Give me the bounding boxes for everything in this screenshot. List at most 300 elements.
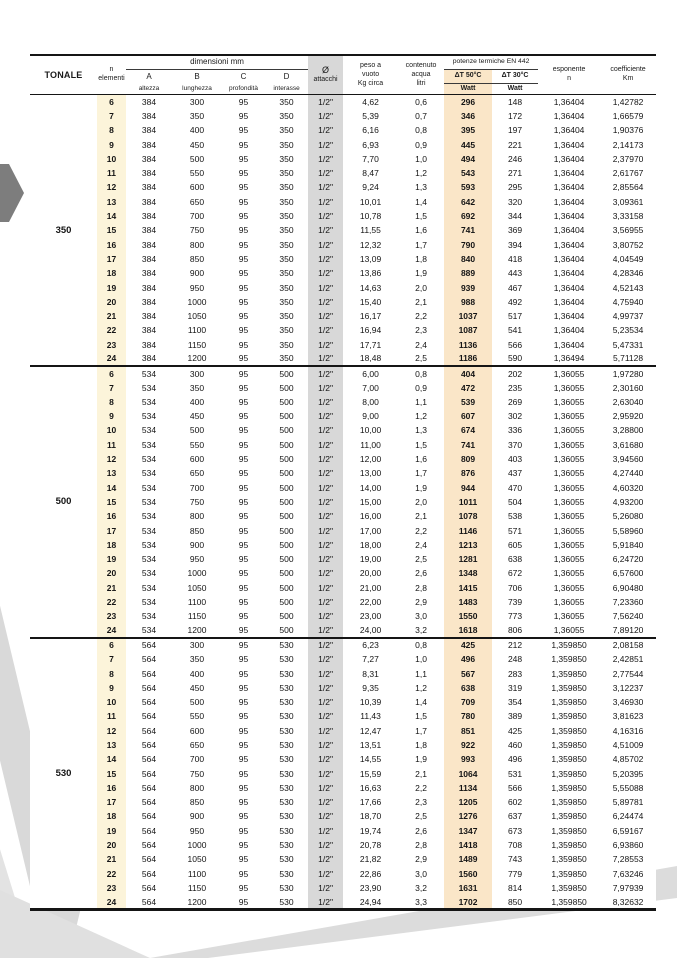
header-contenuto-line1: contenuto: [405, 62, 437, 69]
cell-contenuto-acqua: 2,9: [415, 597, 427, 608]
cell-attacchi: 1/2": [308, 509, 343, 523]
table-row: [30, 266, 656, 280]
table-row: [30, 624, 656, 638]
cell-attacchi: 1/2": [308, 524, 343, 538]
cell-watt-dt30: 320: [507, 196, 523, 207]
cell-coefficiente-km: 5,58960: [612, 525, 644, 536]
cell-profondita: 95: [238, 382, 249, 393]
cell-n-elementi: 9: [97, 138, 126, 152]
cell-coefficiente-km: 2,85564: [612, 182, 644, 193]
cell-n-elementi: 18: [97, 810, 126, 824]
cell-watt-dt50: 1631: [444, 881, 492, 895]
cell-watt-dt30: 336: [507, 425, 523, 436]
cell-interasse: 500: [279, 597, 294, 608]
cell-interasse: 530: [279, 882, 294, 893]
cell-esponente: 1,36055: [553, 396, 585, 407]
cell-contenuto-acqua: 0,8: [415, 125, 427, 136]
cell-peso-vuoto: 17,71: [359, 339, 382, 350]
header-n-line2: elementi: [98, 75, 125, 83]
cell-altezza: 564: [141, 697, 157, 708]
cell-contenuto-acqua: 0,6: [415, 96, 427, 107]
cell-interasse: 500: [279, 411, 294, 422]
cell-watt-dt30: 806: [507, 625, 523, 636]
cell-lunghezza: 600: [189, 182, 205, 193]
cell-n-elementi: 13: [97, 738, 126, 752]
cell-profondita: 95: [238, 125, 249, 136]
cell-attacchi: 1/2": [308, 138, 343, 152]
cell-profondita: 95: [222, 638, 265, 652]
table-row: [30, 752, 656, 766]
cell-coefficiente-km: 5,47331: [612, 339, 644, 350]
cell-n-elementi: 6: [97, 366, 126, 380]
table-row: [30, 395, 656, 409]
cell-esponente: 1,36055: [553, 525, 585, 536]
cell-altezza: 564: [141, 868, 157, 879]
cell-coefficiente-km: 5,20395: [612, 768, 644, 779]
cell-altezza: 564: [141, 725, 157, 736]
cell-contenuto-acqua: 1,4: [415, 196, 427, 207]
cell-watt-dt50: 642: [444, 195, 492, 209]
cell-esponente: 1,36055: [553, 539, 585, 550]
cell-profondita: 95: [238, 511, 249, 522]
cell-peso-vuoto: 13,86: [359, 268, 382, 279]
cell-interasse: 350: [279, 196, 294, 207]
cell-altezza: 564: [141, 840, 157, 851]
cell-coefficiente-km: 2,42851: [612, 654, 644, 665]
cell-peso-vuoto: 20,78: [359, 840, 382, 851]
cell-altezza: 564: [141, 825, 157, 836]
cell-coefficiente-km: 7,28553: [612, 854, 644, 865]
cell-profondita: 95: [238, 325, 249, 336]
cell-interasse: 350: [279, 296, 294, 307]
table-row: [30, 138, 656, 152]
cell-esponente: 1,36055: [553, 625, 585, 636]
cell-n-elementi: 17: [97, 795, 126, 809]
cell-contenuto-acqua: 2,0: [415, 496, 427, 507]
cell-n-elementi: 6: [97, 95, 126, 109]
cell-interasse: 350: [279, 125, 294, 136]
cell-peso-vuoto: 16,94: [359, 325, 382, 336]
cell-altezza: 534: [141, 625, 157, 636]
cell-interasse: 350: [279, 168, 294, 179]
cell-peso-vuoto: 14,63: [359, 282, 382, 293]
cell-coefficiente-km: 4,27440: [612, 468, 644, 479]
cell-contenuto-acqua: 3,3: [415, 896, 427, 907]
cell-coefficiente-km: 5,55088: [612, 782, 644, 793]
cell-n-elementi: 20: [97, 567, 126, 581]
cell-contenuto-acqua: 1,2: [415, 411, 427, 422]
cell-coefficiente-km: 3,33158: [612, 211, 644, 222]
cell-peso-vuoto: 20,00: [359, 568, 382, 579]
cell-esponente: 1,359850: [551, 868, 587, 879]
cell-lunghezza: 600: [189, 725, 205, 736]
cell-altezza: 534: [141, 439, 157, 450]
cell-watt-dt50: 494: [444, 152, 492, 166]
cell-profondita: 95: [238, 625, 249, 636]
section-530: [30, 638, 656, 910]
cell-profondita: 95: [238, 740, 249, 750]
cell-altezza: 564: [141, 682, 157, 693]
header-profondita: profondità: [222, 83, 265, 95]
cell-n-elementi: 17: [97, 524, 126, 538]
cell-lunghezza: 750: [189, 768, 205, 779]
cell-watt-dt30: 538: [507, 511, 523, 522]
cell-watt-dt30: 302: [507, 411, 523, 422]
header-tonale: TONALE: [44, 69, 83, 80]
cell-attacchi: 1/2": [308, 452, 343, 466]
cell-profondita: 95: [238, 396, 249, 407]
cell-esponente: 1,36055: [553, 454, 585, 465]
cell-coefficiente-km: 8,32632: [612, 896, 644, 907]
cell-contenuto-acqua: 2,2: [415, 525, 427, 536]
cell-contenuto-acqua: 3,2: [415, 625, 427, 636]
header-contenuto-line2: acqua: [411, 70, 431, 78]
cell-n-elementi: 23: [97, 609, 126, 623]
cell-attacchi: 1/2": [308, 195, 343, 209]
cell-lunghezza: 450: [189, 682, 205, 693]
cell-esponente: 1,36404: [553, 325, 585, 336]
cell-coefficiente-km: 3,56955: [612, 225, 644, 236]
cell-lunghezza: 1150: [187, 611, 207, 622]
cell-peso-vuoto: 17,66: [359, 797, 382, 808]
cell-coefficiente-km: 2,61767: [612, 168, 644, 179]
cell-n-elementi: 21: [97, 309, 126, 323]
header-dimensioni: dimensioni mm: [126, 55, 308, 70]
cell-peso-vuoto: 7,27: [362, 654, 379, 665]
cell-watt-dt50: 496: [444, 652, 492, 666]
cell-peso-vuoto: 6,00: [343, 366, 398, 380]
cell-watt-dt30: 517: [507, 311, 523, 322]
cell-profondita: 95: [238, 782, 249, 793]
cell-altezza: 564: [141, 797, 157, 808]
cell-watt-dt30: 269: [507, 396, 523, 407]
cell-n-elementi: 11: [97, 710, 126, 724]
tonale-value: 530: [30, 638, 97, 910]
cell-watt-dt30: 504: [507, 496, 523, 507]
cell-profondita: 95: [238, 682, 249, 693]
cell-altezza: 384: [141, 253, 157, 264]
cell-profondita: 95: [238, 311, 249, 322]
cell-lunghezza: 1200: [187, 625, 207, 636]
cell-altezza: 384: [141, 225, 157, 236]
table-row: [30, 595, 656, 609]
cell-lunghezza: 1150: [187, 882, 207, 893]
cell-attacchi: 1/2": [308, 95, 343, 109]
cell-watt-dt50: 296: [444, 95, 492, 109]
cell-altezza: 534: [141, 382, 157, 393]
cell-n-elementi: 16: [97, 509, 126, 523]
cell-watt-dt30: 571: [507, 525, 523, 536]
table-row: [30, 195, 656, 209]
table-row: [30, 524, 656, 538]
cell-interasse: 500: [279, 539, 294, 550]
cell-watt-dt30: 850: [507, 896, 523, 907]
cell-esponente: 1,359850: [551, 740, 587, 750]
cell-contenuto-acqua: 2,9: [415, 854, 427, 865]
table-row: [30, 538, 656, 552]
radiator-spec-table: [30, 54, 656, 911]
cell-lunghezza: 950: [189, 554, 205, 565]
table-row: [30, 352, 656, 366]
header-dt30: ΔT 30°C: [492, 70, 538, 84]
cell-coefficiente-km: 4,93200: [612, 496, 644, 507]
cell-interasse: 350: [279, 325, 294, 336]
cell-interasse: 530: [279, 682, 294, 693]
cell-n-elementi: 8: [97, 123, 126, 137]
cell-contenuto-acqua: 1,6: [415, 225, 427, 236]
cell-contenuto-acqua: 2,0: [415, 282, 427, 293]
cell-esponente: 1,36404: [553, 125, 585, 136]
cell-attacchi: 1/2": [308, 867, 343, 881]
cell-contenuto-acqua: 2,5: [415, 353, 427, 364]
header-peso: [343, 55, 398, 95]
cell-attacchi: 1/2": [308, 738, 343, 752]
cell-attacchi: 1/2": [308, 181, 343, 195]
cell-coefficiente-km: 4,16316: [612, 725, 644, 736]
cell-altezza: 534: [141, 582, 157, 593]
cell-coefficiente-km: 2,95920: [612, 411, 644, 422]
cell-contenuto-acqua: 2,4: [415, 339, 427, 350]
table-row: [30, 281, 656, 295]
cell-attacchi: 1/2": [308, 810, 343, 824]
cell-peso-vuoto: 9,35: [362, 682, 379, 693]
table-row: [30, 552, 656, 566]
cell-n-elementi: 10: [97, 695, 126, 709]
cell-watt-dt50: 851: [444, 724, 492, 738]
cell-n-elementi: 24: [97, 624, 126, 638]
cell-profondita: 95: [238, 882, 249, 893]
cell-watt-dt30: 283: [507, 668, 523, 679]
cell-watt-dt50: 993: [444, 752, 492, 766]
cell-n-elementi: 14: [97, 481, 126, 495]
header-col-a: A: [146, 72, 152, 81]
table-row: [30, 223, 656, 237]
cell-attacchi: 1/2": [308, 667, 343, 681]
cell-peso-vuoto: 9,24: [362, 182, 379, 193]
header-col-d: D: [283, 72, 290, 81]
cell-lunghezza: 750: [189, 496, 205, 507]
cell-lunghezza: 400: [189, 668, 205, 679]
table-row: [30, 667, 656, 681]
cell-watt-dt50: 404: [444, 366, 492, 380]
cell-n-elementi: 12: [97, 724, 126, 738]
cell-contenuto-acqua: 1,5: [415, 439, 427, 450]
table-row: [30, 181, 656, 195]
cell-contenuto-acqua: 2,1: [415, 511, 427, 522]
cell-attacchi: 1/2": [308, 409, 343, 423]
cell-esponente: 1,36055: [553, 582, 585, 593]
cell-profondita: 95: [238, 668, 249, 679]
cell-profondita: 95: [238, 582, 249, 593]
cell-interasse: 500: [279, 554, 294, 565]
cell-watt-dt30: 773: [507, 611, 523, 622]
header-col-c: C: [240, 72, 247, 81]
cell-coefficiente-km: 6,59167: [612, 825, 644, 836]
cell-lunghezza: 350: [189, 382, 205, 393]
cell-attacchi: 1/2": [308, 295, 343, 309]
cell-attacchi: 1/2": [308, 581, 343, 595]
cell-profondita: 95: [238, 554, 249, 565]
cell-profondita: 95: [238, 525, 249, 536]
cell-n-elementi: 8: [97, 667, 126, 681]
table-row: [30, 481, 656, 495]
cell-profondita: 95: [238, 196, 249, 207]
cell-contenuto-acqua: 2,1: [415, 768, 427, 779]
cell-watt-dt50: 445: [444, 138, 492, 152]
cell-attacchi: 1/2": [308, 724, 343, 738]
cell-coefficiente-km: 4,28346: [612, 268, 644, 279]
cell-peso-vuoto: 12,47: [359, 725, 382, 736]
header-watt-dt30: Watt: [492, 83, 538, 95]
cell-esponente: 1,359850: [551, 854, 587, 865]
cell-peso-vuoto: 10,01: [359, 196, 382, 207]
cell-profondita: 95: [238, 840, 249, 851]
cell-altezza: 534: [141, 411, 157, 422]
cell-profondita: 95: [238, 725, 249, 736]
cell-altezza: 564: [141, 811, 157, 822]
cell-esponente: 1,359850: [551, 697, 587, 708]
cell-altezza: 564: [141, 654, 157, 665]
header-esponente-line2: n: [567, 75, 572, 83]
cell-watt-dt30: 708: [507, 840, 523, 851]
cell-n-elementi: 18: [97, 266, 126, 280]
cell-watt-dt50: 593: [444, 181, 492, 195]
cell-peso-vuoto: 8,00: [362, 396, 379, 407]
cell-altezza: 534: [141, 539, 157, 550]
cell-lunghezza: 1200: [187, 353, 207, 364]
header-peso-line2: vuoto: [361, 70, 380, 78]
left-arrow-shape: [0, 164, 24, 222]
cell-contenuto-acqua: 2,8: [415, 840, 427, 851]
cell-attacchi: 1/2": [308, 710, 343, 724]
cell-n-elementi: 13: [97, 466, 126, 480]
cell-watt-dt30: 443: [507, 268, 523, 279]
cell-n-elementi: 12: [97, 181, 126, 195]
cell-altezza: 534: [141, 554, 157, 565]
cell-lunghezza: 1000: [187, 568, 207, 579]
cell-profondita: 95: [238, 282, 249, 293]
cell-watt-dt50: 1064: [444, 767, 492, 781]
cell-profondita: 95: [238, 139, 249, 150]
cell-watt-dt30: 319: [507, 682, 523, 693]
cell-lunghezza: 450: [189, 139, 205, 150]
cell-profondita: 95: [238, 96, 249, 107]
cell-watt-dt50: 939: [444, 281, 492, 295]
cell-watt-dt50: 944: [444, 481, 492, 495]
table-row: [30, 895, 656, 909]
cell-profondita: 95: [238, 797, 249, 808]
cell-altezza: 564: [141, 668, 157, 679]
cell-contenuto-acqua: 0,8: [398, 638, 444, 652]
cell-lunghezza: 300: [189, 96, 205, 107]
cell-peso-vuoto: 15,40: [359, 296, 382, 307]
table-row: [30, 438, 656, 452]
cell-lunghezza: 900: [189, 539, 205, 550]
cell-altezza: 534: [141, 396, 157, 407]
header-contenuto-line3: litri: [416, 79, 426, 87]
cell-lunghezza: 1200: [187, 896, 207, 907]
cell-attacchi: 1/2": [308, 767, 343, 781]
cell-watt-dt30: 566: [507, 339, 523, 350]
cell-esponente: 1,36055: [553, 411, 585, 422]
cell-contenuto-acqua: 2,4: [415, 539, 427, 550]
cell-contenuto-acqua: 1,0: [415, 153, 427, 164]
table-row: [30, 309, 656, 323]
cell-watt-dt30: 295: [507, 182, 523, 193]
cell-watt-dt50: 709: [444, 695, 492, 709]
cell-attacchi: 1/2": [308, 609, 343, 623]
cell-lunghezza: 700: [189, 482, 205, 493]
cell-interasse: 530: [279, 768, 294, 779]
cell-peso-vuoto: 18,00: [359, 539, 382, 550]
header-potenze: potenze termiche EN 442: [444, 55, 538, 70]
cell-peso-vuoto: 19,00: [359, 554, 382, 565]
header-esponente: [538, 55, 600, 95]
cell-watt-dt50: 790: [444, 238, 492, 252]
cell-coefficiente-km: 4,75940: [612, 296, 644, 307]
cell-coefficiente-km: 6,24720: [612, 554, 644, 565]
cell-altezza: 384: [141, 339, 157, 350]
cell-watt-dt50: 607: [444, 409, 492, 423]
cell-coefficiente-km: 5,71128: [613, 353, 644, 364]
cell-altezza: 564: [141, 768, 157, 779]
cell-coefficiente-km: 2,08158: [600, 638, 656, 652]
cell-watt-dt30: 425: [507, 725, 523, 736]
table-row: [30, 695, 656, 709]
cell-n-elementi: 16: [97, 781, 126, 795]
cell-contenuto-acqua: 3,2: [415, 882, 427, 893]
cell-watt-dt50: 780: [444, 710, 492, 724]
cell-watt-dt50: 741: [444, 223, 492, 237]
cell-esponente: 1,359850: [551, 811, 587, 822]
cell-watt-dt30: 148: [507, 96, 523, 107]
cell-contenuto-acqua: 2,2: [415, 311, 427, 322]
cell-interasse: 350: [279, 139, 294, 150]
cell-esponente: 1,36404: [553, 282, 585, 293]
cell-esponente: 1,36404: [553, 253, 585, 264]
cell-attacchi: 1/2": [308, 281, 343, 295]
cell-coefficiente-km: 6,24474: [612, 811, 644, 822]
cell-esponente: 1,359850: [538, 638, 600, 652]
cell-attacchi: 1/2": [308, 538, 343, 552]
cell-watt-dt50: 1618: [444, 624, 492, 638]
cell-interasse: 500: [279, 382, 294, 393]
cell-profondita: 95: [238, 211, 249, 222]
cell-n-elementi: 14: [97, 752, 126, 766]
cell-profondita: 95: [238, 182, 249, 193]
cell-attacchi: 1/2": [308, 781, 343, 795]
cell-watt-dt50: 1281: [444, 552, 492, 566]
cell-altezza: 564: [141, 854, 157, 865]
cell-altezza: 564: [141, 711, 157, 722]
cell-attacchi: 1/2": [308, 209, 343, 223]
cell-attacchi: 1/2": [308, 638, 343, 652]
cell-attacchi: 1/2": [308, 152, 343, 166]
cell-lunghezza: 550: [189, 711, 205, 722]
cell-coefficiente-km: 2,63040: [612, 396, 644, 407]
cell-peso-vuoto: 18,48: [359, 353, 382, 364]
cell-lunghezza: 600: [189, 454, 205, 465]
cell-lunghezza: 1050: [187, 582, 207, 593]
cell-coefficiente-km: 5,26080: [612, 511, 644, 522]
cell-interasse: 530: [265, 638, 308, 652]
cell-contenuto-acqua: 1,1: [415, 396, 427, 407]
cell-interasse: 530: [279, 868, 294, 879]
cell-esponente: 1,359850: [551, 668, 587, 679]
cell-watt-dt50: 809: [444, 452, 492, 466]
cell-profondita: 95: [238, 425, 249, 436]
cell-peso-vuoto: 14,55: [359, 754, 382, 765]
